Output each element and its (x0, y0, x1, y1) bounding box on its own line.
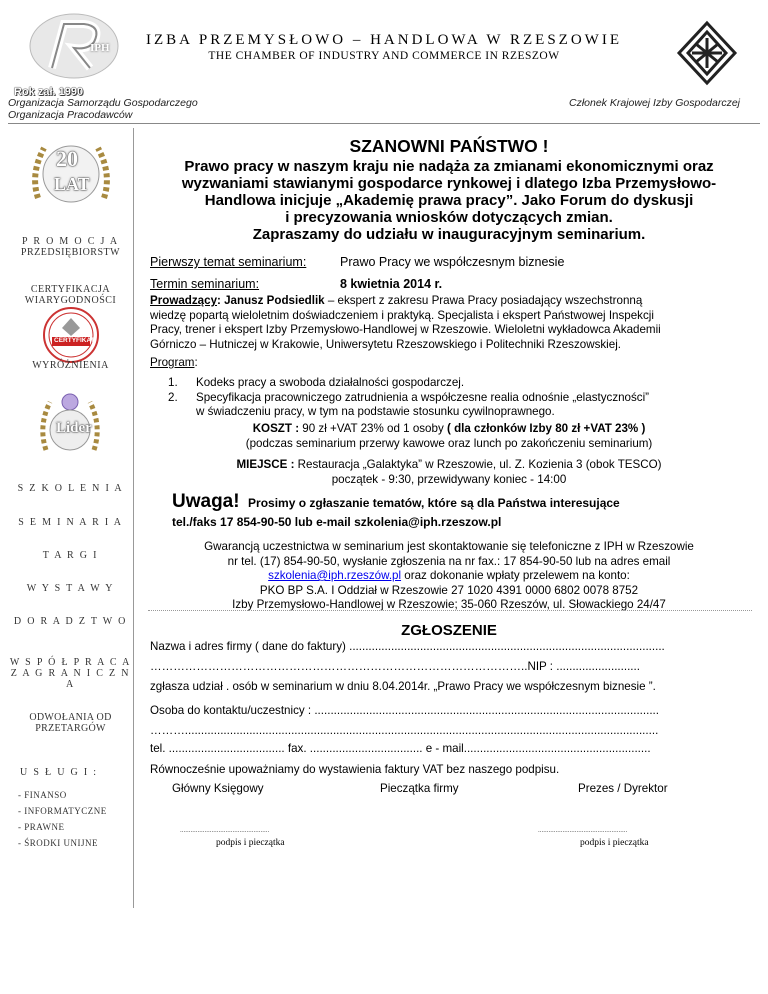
sidebar-label: U S Ł U G I : (20, 767, 98, 778)
sidebar-label: Z A G R A N I C Z N A (10, 668, 131, 690)
sidebar-label: D O R A D Z T W O (13, 616, 128, 627)
date-label: Termin seminarium: (150, 277, 260, 291)
guarantee-block (150, 540, 748, 613)
chamber-address: Izby Przemysłowo-Handlowej w Rzeszowie; 35-060 Rzeszów, ul. Słowackiego 24/47 (232, 598, 666, 611)
sidebar-wyroznienia (8, 360, 133, 371)
service-unijne: - ŚRODKI UNIJNE (18, 838, 98, 848)
service-prawne: - PRAWNE (18, 822, 65, 832)
kig-membership: Członek Krajowej Izby Gospodarczej (569, 97, 740, 109)
leader-name: : Janusz Podsiedlik (217, 294, 325, 307)
form-contact-line: Osoba do kontaktu/uczestnicy : ........................................................................................................... (150, 704, 659, 717)
service-finanso: - FINANSO (18, 790, 67, 800)
badge-number: 20 (56, 146, 78, 171)
sidebar-label: S E M I N A R I A (18, 517, 123, 528)
kig-emblem (672, 20, 742, 86)
header-divider (8, 123, 760, 124)
logo-text: IPH (90, 42, 110, 54)
cost-block (150, 422, 748, 451)
program-list (168, 376, 748, 420)
email-link[interactable]: szkolenia@iph.rzeszów.pl (268, 569, 402, 582)
sidebar-label: W S P Ó Ł P R A C A (9, 657, 132, 668)
guarantee-line: Gwarancją uczestnictwa w seminarium jest skontaktowanie się telefoniczne z IPH w Rzeszowie (204, 540, 694, 553)
service-informatyczne: - INFORMATYCZNE (18, 806, 107, 816)
org-line-2: Organizacja Pracodawców (8, 109, 133, 121)
intro-line: i precyzowania wniosków dotyczących zmian. (285, 209, 613, 226)
sign-label-director: Prezes / Dyrektor (578, 782, 668, 795)
sidebar-odwolania (8, 712, 133, 734)
sidebar-label: WYRÓŻNIENIA (32, 360, 109, 371)
org-line-1: Organizacja Samorządu Gospodarczego (8, 97, 198, 109)
lider-label: Lider (56, 420, 92, 436)
cert-label: CERTYFIKAT (54, 337, 95, 344)
leader-block (150, 294, 748, 352)
sidebar-label: PRZETARGÓW (35, 723, 106, 734)
sidebar-doradztwo (8, 616, 133, 627)
sidebar-label: W Y S T A W Y (26, 583, 115, 594)
certificate-seal (42, 306, 100, 364)
badge-label: LAT (54, 174, 90, 194)
sign-label-stamp: Pieczątka firmy (380, 782, 459, 795)
sidebar-targi (8, 550, 133, 561)
sidebar-label: PRZEDSIĘBIORSTW (20, 247, 121, 258)
sidebar-label: S Z K O L E N I A (17, 483, 124, 494)
form-participation-line: zgłasza udział . osób w seminarium w dniu 8.04.2014r. „Prawo Pracy we współczesnym biznesie ”. (150, 680, 656, 693)
place-label: MIEJSCE : (236, 458, 295, 471)
founded-year: Rok zał. 1990 (14, 86, 84, 98)
form-title: ZGŁOSZENIE (401, 622, 497, 639)
intro-line: Handlowa inicjuje „Akademię prawa pracy”. Jako Forum do dyskusji (204, 192, 694, 209)
lider-badge (36, 390, 104, 464)
section-divider (148, 610, 752, 611)
greeting-heading: SZANOWNI PAŃSTWO ! (349, 136, 549, 156)
bank-account: PKO BP S.A. I Oddział w Rzeszowie 27 1020 4391 0000 6802 0078 8752 (259, 583, 639, 597)
guarantee-line: oraz dokonanie wpłaty przelewem na konto: (401, 569, 630, 582)
form-nip-line: ……………………………………………………………………………………..NIP : .......................... (150, 660, 640, 673)
item-num: 1. (168, 376, 178, 389)
sidebar-promocja (8, 236, 133, 258)
program-label: Program: (150, 356, 198, 369)
guarantee-line: nr tel. (17) 854-90-50, wysłanie zgłoszenia na nr fax.: 17 854-90-50 lub na adres email (227, 554, 671, 568)
form-company-line: Nazwa i adres firmy ( dane do faktury) .................................................................................................. (150, 640, 665, 653)
date-value: 8 kwietnia 2014 r. (340, 277, 443, 291)
topic-value: Prawo Pracy we współczesnym biznesie (340, 255, 565, 269)
cost-label: KOSZT : (252, 422, 300, 435)
time-value: początek - 9:30, przewidywany koniec - 14:00 (331, 472, 567, 486)
sign-caption-left: podpis i pieczątka (216, 838, 285, 848)
attention-text: Prosimy o zgłaszanie tematów, które są dla Państwa interesujące (248, 496, 620, 510)
sign-dots-left: ................................................... (180, 826, 270, 834)
sign-dots-right: ................................................... (538, 826, 628, 834)
form-phone-line: tel. .................................... fax. ................................... e - mail.......................................................... (150, 742, 651, 755)
leader-desc: wiedzę popartą wieloletnim doświadczeniem i praktyką. Specjalista i ekspert Państwowej Inspekcji (150, 308, 654, 322)
place-block (150, 458, 748, 487)
cost-members: ( dla członków Izby 80 zł +VAT 23% ) (446, 422, 646, 435)
anniversary-badge (26, 134, 116, 214)
leader-desc: Pracy, trener i ekspert Izby Przemysłowo-Handlowej w Rzeszowie. Wieloletni wykładowca Akademii (150, 323, 661, 336)
form-vat-line: Równocześnie upoważniamy do wystawienia faktury VAT bez naszego podpisu. (150, 763, 560, 776)
sidebar-seminaria (8, 517, 133, 528)
item-num: 2. (168, 390, 178, 404)
item-text: Specyfikacja pracowniczego zatrudnienia a współczesne realia odnośnie „elastyczności” (196, 390, 650, 404)
form-contact-line-2: ………................................................................................................................................................... (150, 724, 659, 737)
topic-label: Pierwszy temat seminarium: (150, 255, 307, 269)
intro-text (150, 158, 748, 243)
intro-line: Prawo pracy w naszym kraju nie nadąża za zmianami ekonomicznymi oraz (184, 158, 714, 175)
attention-word: Uwaga! (172, 491, 240, 512)
sidebar-label: WIARYGODNOŚCI (24, 295, 117, 306)
item-text: w świadczeniu pracy, w tym na podstawie stosunku cywilnoprawnego. (196, 405, 555, 418)
place-value: Restauracja „Galaktyka” w Rzeszowie, ul. Z. Kozienia 3 (obok TESCO) (294, 458, 662, 471)
sidebar-wystawy (8, 583, 133, 594)
attention-block (172, 491, 742, 529)
sidebar-uslugi (20, 767, 145, 778)
item-text: Kodeks pracy a swoboda działalności gospodarczej. (196, 376, 465, 389)
cost-note: (podczas seminarium przerwy kawowe oraz lunch po zakończeniu seminarium) (245, 436, 653, 450)
sidebar-wspolpraca (8, 657, 133, 690)
sign-label-accountant: Główny Księgowy (172, 782, 264, 795)
intro-line: Zapraszamy do udziału w inauguracyjnym seminarium. (252, 226, 646, 243)
intro-line: wyzwaniami stawianymi gospodarce rynkowej i dlatego Izba Przemysłowo- (181, 175, 717, 192)
sidebar-label: CERTYFIKACJA (30, 284, 111, 295)
sign-caption-right: podpis i pieczątka (580, 838, 649, 848)
chamber-subtitle: THE CHAMBER OF INDUSTRY AND COMMERCE IN RZESZOW (208, 50, 560, 62)
attention-contact: tel./faks 17 854-90-50 lub e-mail szkolenia@iph.rzeszow.pl (172, 515, 502, 529)
leader-desc: – ekspert z zakresu Prawa Pracy posiadający wszechstronną (324, 294, 643, 307)
program-label-text: Program (150, 356, 195, 369)
chamber-title: IZBA PRZEMYSŁOWO – HANDLOWA W RZESZOWIE (145, 32, 622, 48)
sidebar-label: T A R G I (42, 550, 99, 561)
sidebar-certyfikacja (8, 284, 133, 306)
leader-label: Prowadzący (150, 294, 218, 307)
leader-desc: Górniczo – Hutniczej w Krakowie, Uniwersytetu Rzeszowskiego i Politechniki Rzeszowskiej. (150, 337, 622, 351)
sidebar-divider (133, 128, 134, 908)
sidebar-label: ODWOŁANIA OD (29, 712, 112, 723)
sidebar-szkolenia (8, 483, 133, 494)
cost-value: 90 zł +VAT 23% od 1 osoby (299, 422, 447, 435)
sidebar-label: P R O M O C J A (22, 236, 119, 247)
